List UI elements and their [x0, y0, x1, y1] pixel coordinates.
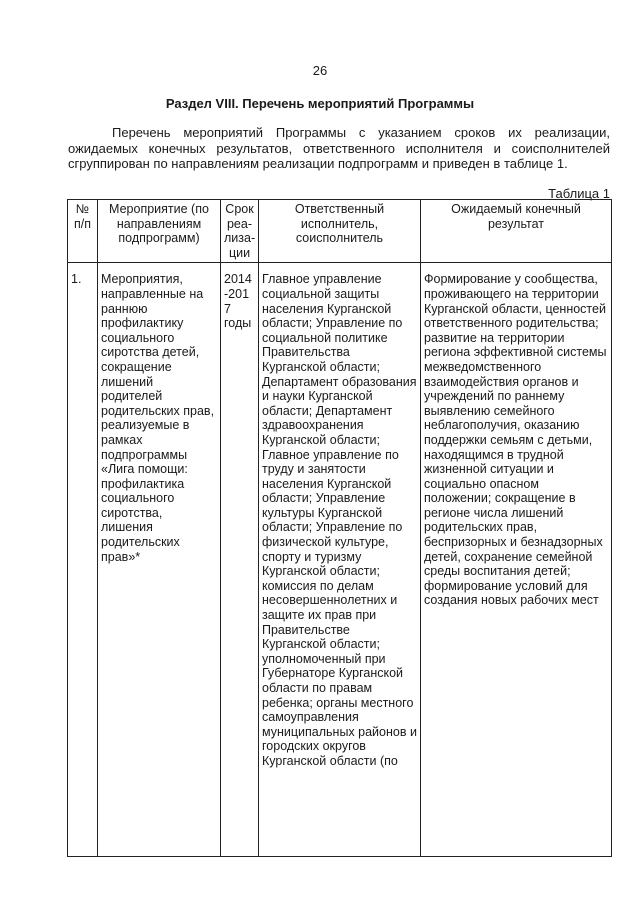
cell-number — [68, 263, 98, 857]
row-term: 2014-2017 годы — [224, 272, 252, 331]
header-event: Мероприятие (по направлениям подпрограмм) — [98, 200, 221, 263]
header-term: Срок реа-лиза-ции — [221, 200, 259, 263]
table-label: Таблица 1 — [548, 186, 610, 201]
table-header-row — [68, 200, 612, 263]
table-row — [68, 263, 612, 857]
page-number: 26 — [312, 63, 328, 78]
row-executor: Главное управление социальной защиты населения Курганской области; Управление по социальной политике Правительства Курганской области; Департамент образования и науки Курганской области; Департамент здравоохранения Курганской области; Главное управление по труду и занятости населения Курганской области; Управление культуры Курганской области; Управление по физической культуре, спорту и туризму Курганской области; комиссия по делам несовершеннолетних и защите их прав при Правительстве Курганской области; уполномоченный при Губернаторе Курганской области по правам ребенка; органы местного самоуправления муниципальных районов и городских округов Курганской области (по — [262, 272, 417, 768]
section-title: Раздел VIII. Перечень мероприятий Программы — [165, 96, 475, 111]
header-executor: Ответственный исполнитель, соисполнитель — [259, 200, 421, 263]
row-event: Мероприятия, направленные на раннюю профилактику социального сиротства детей, сокращение лишений родителей родительских прав, реализуемые в рамках подпрограммы «Лига помощи: профилактика социального сиротства, лишения родительских прав»* — [101, 272, 215, 564]
cell-term — [221, 263, 259, 857]
cell-result — [421, 263, 612, 857]
cell-event — [98, 263, 221, 857]
header-number: № п/п — [68, 200, 98, 263]
row-number: 1. — [71, 272, 82, 287]
header-result: Ожидаемый конечный результат — [421, 200, 612, 263]
row-result: Формирование у сообщества, проживающего на территории Курганской области, ценностей ответственного родительства; развитие на территории региона эффективной системы межведомственного взаимодействия органов и учреждений по раннему выявлению семейного неблагополучия, оказанию поддержки семьям с детьми, находящимся в трудной жизненной ситуации и социально опасном положении; сокращение в регионе числа лишений родительских прав, беспризорных и безнадзорных детей, сохранение семейной среды воспитания детей; формирование условий для создания новых рабочих мест — [424, 272, 607, 608]
events-table — [67, 199, 612, 857]
intro-paragraph: Перечень мероприятий Программы с указанием сроков их реализации, ожидаемых конечных результатов, ответственного исполнителя и соисполнителей сгруппирован по направлениям реализации подпрограмм и приведен в таблице 1. — [68, 125, 610, 171]
cell-executor — [259, 263, 421, 857]
